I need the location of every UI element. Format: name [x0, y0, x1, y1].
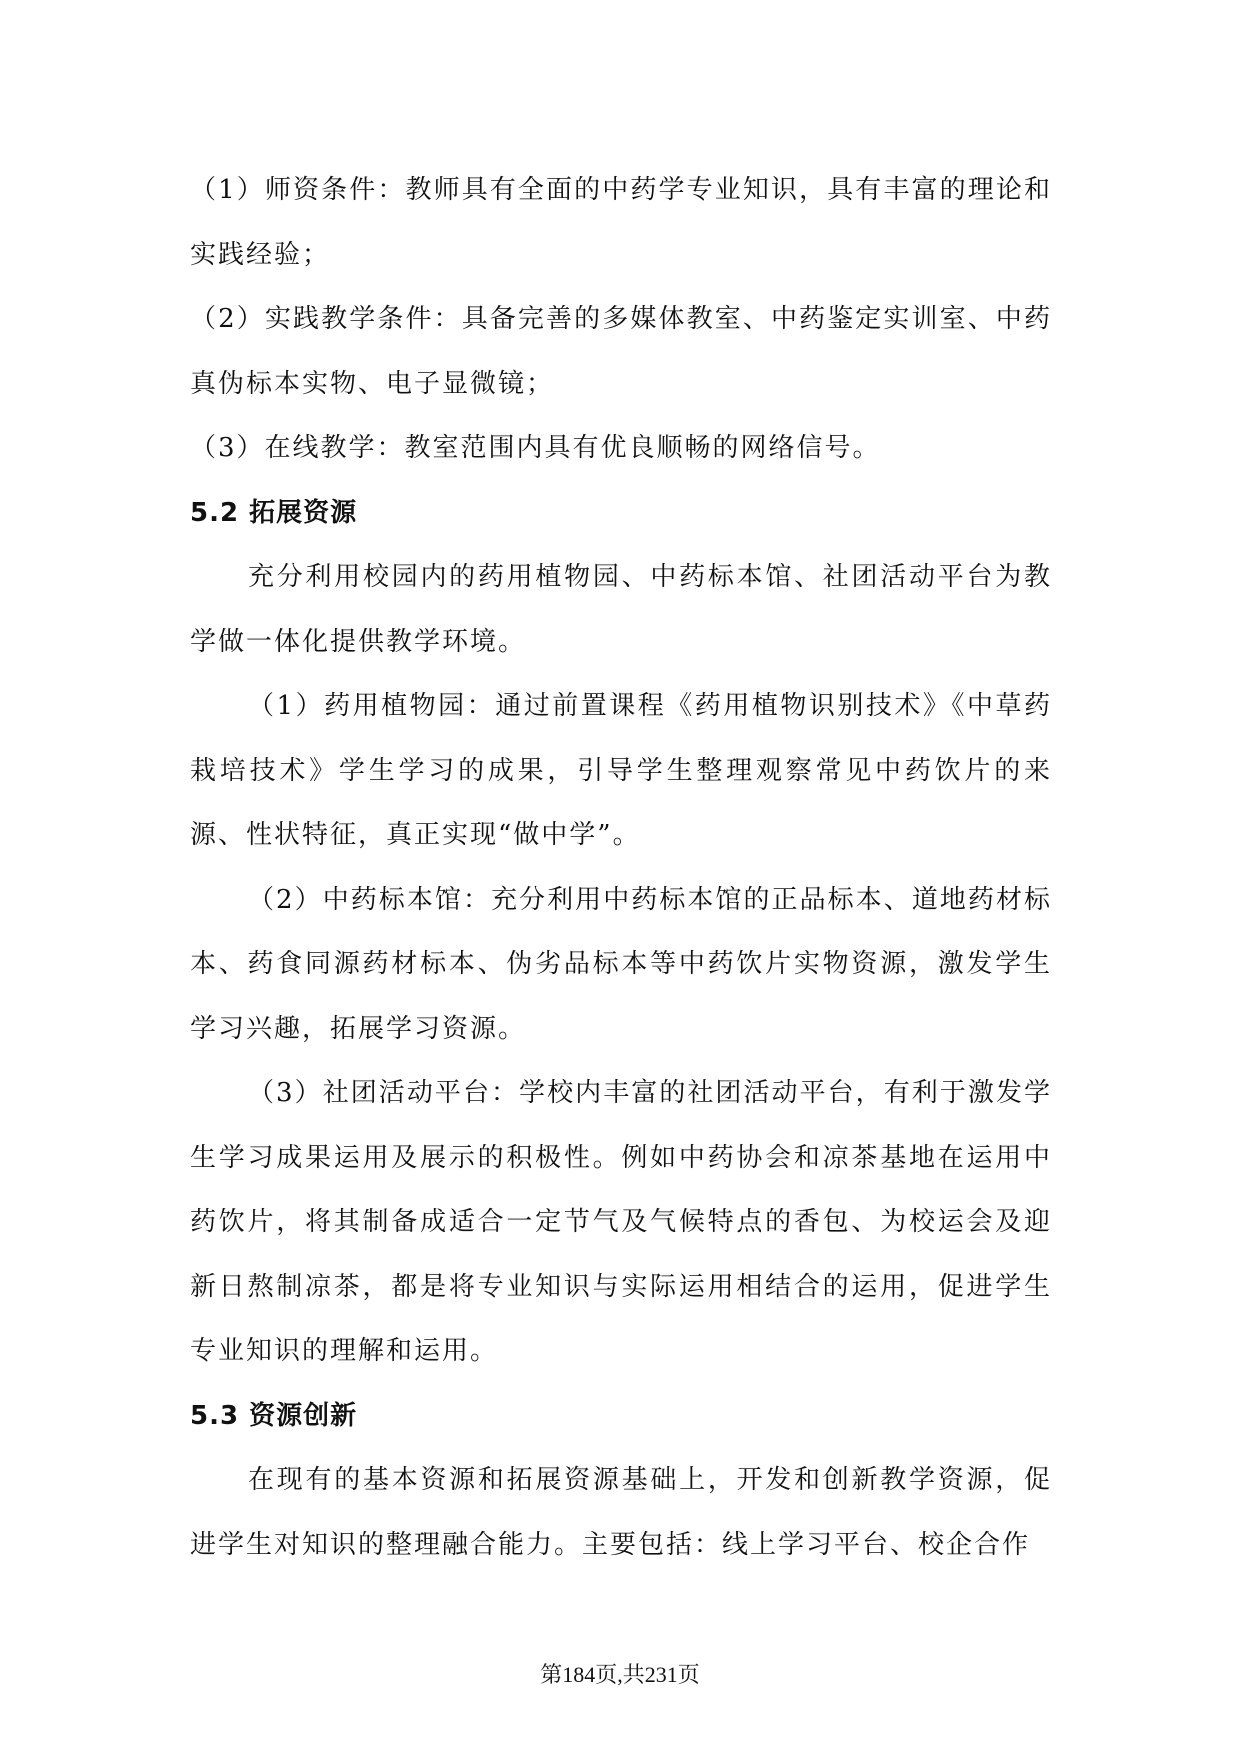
section-heading-5-3: 5.3 资源创新 — [190, 1400, 358, 1431]
paragraph-practical-teaching-conditions: （2）实践教学条件：具备完善的多媒体教室、中药鉴定实训室、中药真伪标本实物、电子显微镜； — [190, 304, 1052, 399]
paragraph-extended-resources-intro: 充分利用校园内的药用植物园、中药标本馆、社团活动平台为教学做一体化提供教学环境。 — [190, 562, 1052, 657]
section-heading-5-2: 5.2 拓展资源 — [190, 497, 358, 528]
paragraph-online-teaching: （3）在线教学：教室范围内具有优良顺畅的网络信号。 — [190, 433, 881, 463]
page-number-footer: 第184页,共231页 — [540, 1662, 700, 1687]
paragraph-medicinal-plant-garden: （1）药用植物园：通过前置课程《药用植物识别技术》《中草药栽培技术》学生学习的成果，引导学生整理观察常见中药饮片的来源、性状特征，真正实现“做中学”。 — [190, 691, 1052, 850]
paragraph-resource-innovation: 在现有的基本资源和拓展资源基础上，开发和创新教学资源，促进学生对知识的整理融合能力。主要包括：线上学习平台、校企合作 — [190, 1465, 1052, 1560]
paragraph-faculty-conditions: （1）师资条件：教师具有全面的中药学专业知识，具有丰富的理论和实践经验； — [190, 175, 1052, 270]
document-body — [190, 158, 1052, 1577]
paragraph-club-activity-platform: （3）社团活动平台：学校内丰富的社团活动平台，有利于激发学生学习成果运用及展示的积极性。例如中药协会和凉茶基地在运用中药饮片，将其制备成适合一定节气及气候特点的香包、为校运会及迎新日熬制凉茶，都是将专业知识与实际运用相结合的运用，促进学生专业知识的理解和运用。 — [190, 1078, 1052, 1366]
paragraph-specimen-museum: （2）中药标本馆：充分利用中药标本馆的正品标本、道地药材标本、药食同源药材标本、伪劣品标本等中药饮片实物资源，激发学生学习兴趣，拓展学习资源。 — [190, 884, 1052, 1044]
